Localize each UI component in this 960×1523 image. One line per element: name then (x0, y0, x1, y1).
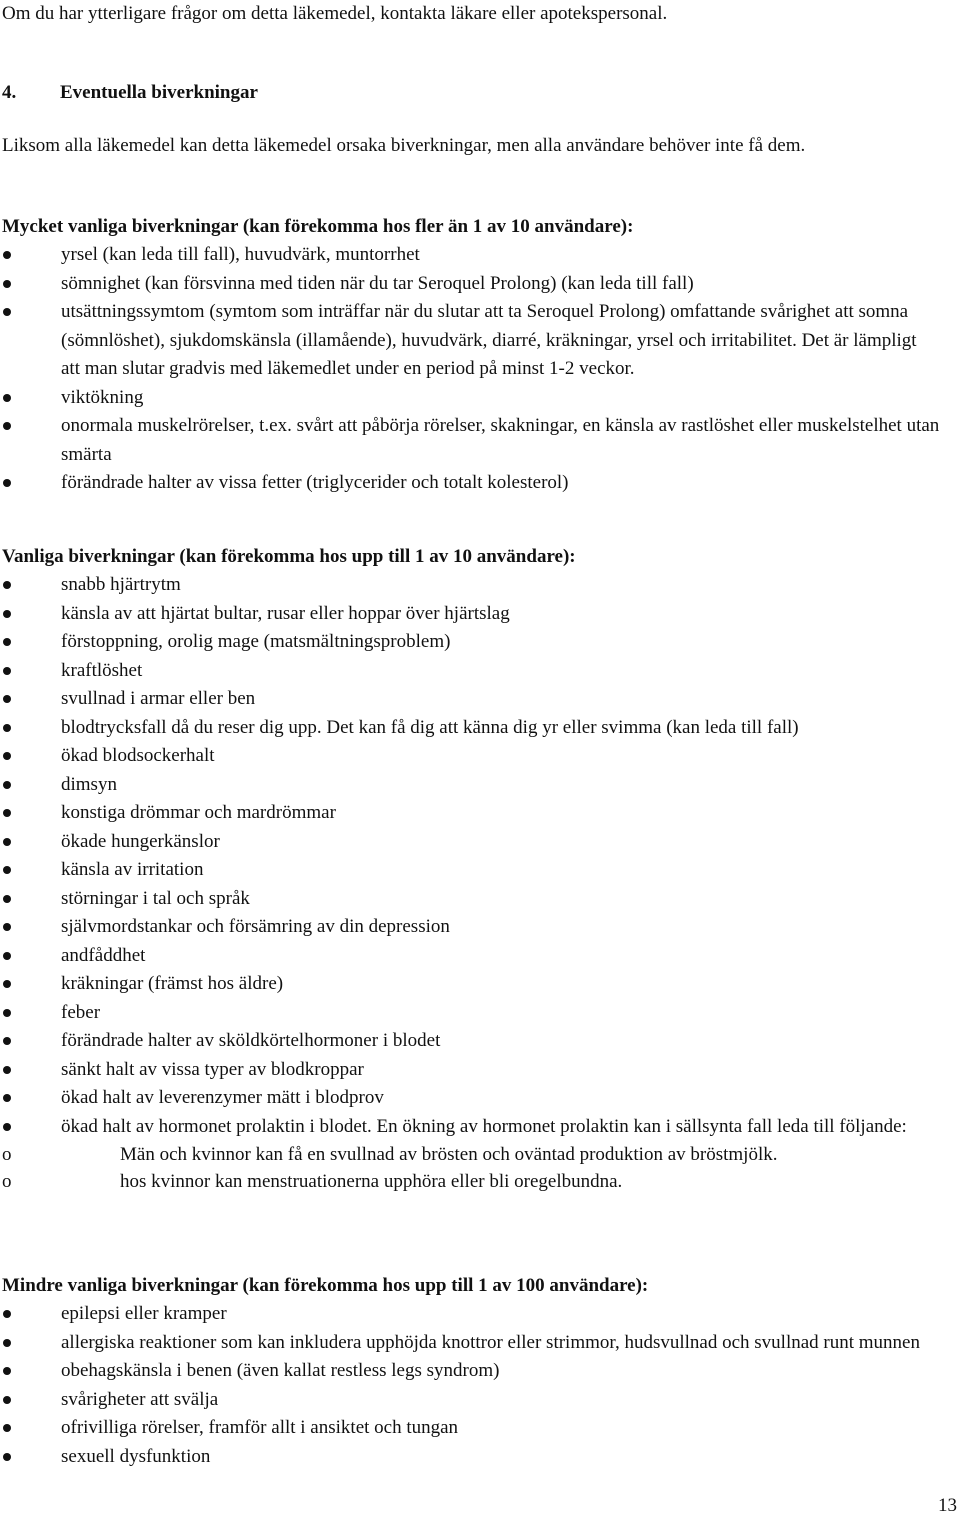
circle-marker-icon: o (2, 1171, 12, 1192)
list-item: sömnighet (kan försvinna med tiden när du tar Seroquel Prolong) (kan leda till fall) (0, 270, 960, 299)
bullet-icon (0, 1357, 61, 1386)
sub-list (0, 1141, 960, 1195)
bullet-icon (0, 270, 61, 299)
bullet-icon (0, 942, 61, 971)
bullet-list (0, 241, 960, 498)
list-item: andfåddhet (0, 942, 960, 971)
list-item: förändrade halter av vissa fetter (triglycerider och totalt kolesterol) (0, 469, 960, 498)
section-title: Eventuella biverkningar (60, 82, 258, 103)
bullet-icon (0, 913, 61, 942)
page-number: 13 (938, 1495, 957, 1516)
bullet-icon (0, 970, 61, 999)
bullet-icon (0, 657, 61, 686)
list-item: känsla av att hjärtat bultar, rusar eller hoppar över hjärtslag (0, 600, 960, 629)
bullet-icon (0, 685, 61, 714)
list-item: epilepsi eller kramper (0, 1300, 960, 1329)
bullet-icon (0, 885, 61, 914)
bullet-icon (0, 1084, 61, 1113)
bullet-icon (0, 241, 61, 270)
bullet-list (0, 571, 960, 1141)
group-very-common (0, 213, 960, 498)
list-item: utsättningssymtom (symtom som inträffar när du slutar att ta Seroquel Prolong) omfattande svårighet att somna (sömnlöshet), sjukdomskänsla (illamående), huvudvärk, diarré, kräkningar, yrsel och irritabilitet. Det är lämpligt att man slutar gradvis med läkemedlet under en period på minst 1-2 veckor. (0, 298, 960, 384)
section-number: 4. (2, 82, 17, 103)
bullet-icon (0, 1443, 61, 1472)
bullet-icon (0, 384, 61, 413)
bullet-icon (0, 298, 61, 384)
list-item: ökad blodsockerhalt (0, 742, 960, 771)
list-item: obehagskänsla i benen (även kallat restless legs syndrom) (0, 1357, 960, 1386)
bullet-list (0, 1300, 960, 1471)
list-item: ökad halt av hormonet prolaktin i blodet. En ökning av hormonet prolaktin kan i sällsynta fall leda till följande: (0, 1113, 960, 1142)
sub-list-item: o Män och kvinnor kan få en svullnad av brösten och oväntad produktion av bröstmjölk. (0, 1141, 960, 1168)
list-item: allergiska reaktioner som kan inkludera upphöjda knottror eller strimmor, hudsvullnad och svullnad runt munnen (0, 1329, 960, 1358)
list-item: viktökning (0, 384, 960, 413)
list-item: ökade hungerkänslor (0, 828, 960, 857)
bullet-icon (0, 1300, 61, 1329)
list-item: kraftlöshet (0, 657, 960, 686)
bullet-icon (0, 1414, 61, 1443)
list-item: snabb hjärtrytm (0, 571, 960, 600)
circle-marker-icon: o (2, 1144, 12, 1165)
bullet-icon (0, 771, 61, 800)
list-item: onormala muskelrörelser, t.ex. svårt att påbörja rörelser, skakningar, en känsla av rastlöshet eller muskelstelhet utan smärta (0, 412, 960, 469)
group-heading: Mindre vanliga biverkningar (kan förekomma hos upp till 1 av 100 användare): (2, 1275, 649, 1296)
bullet-icon (0, 571, 61, 600)
group-uncommon (0, 1272, 960, 1471)
bullet-icon (0, 742, 61, 771)
bullet-icon (0, 469, 61, 498)
list-item: förändrade halter av sköldkörtelhormoner i blodet (0, 1027, 960, 1056)
lead-text: Liksom alla läkemedel kan detta läkemedel orsaka biverkningar, men alla användare behöver inte få dem. (2, 135, 806, 156)
list-item: ofrivilliga rörelser, framför allt i ansiktet och tungan (0, 1414, 960, 1443)
list-item: yrsel (kan leda till fall), huvudvärk, muntorrhet (0, 241, 960, 270)
bullet-icon (0, 799, 61, 828)
bullet-icon (0, 828, 61, 857)
list-item: förstoppning, orolig mage (matsmältningsproblem) (0, 628, 960, 657)
list-item: svullnad i armar eller ben (0, 685, 960, 714)
list-item: sexuell dysfunktion (0, 1443, 960, 1472)
sub-list-item: o hos kvinnor kan menstruationerna upphöra eller bli oregelbundna. (0, 1168, 960, 1195)
list-item: självmordstankar och försämring av din depression (0, 913, 960, 942)
bullet-icon (0, 1329, 61, 1358)
intro-text: Om du har ytterligare frågor om detta läkemedel, kontakta läkare eller apotekspersonal. (2, 3, 668, 24)
list-item: känsla av irritation (0, 856, 960, 885)
list-item: störningar i tal och språk (0, 885, 960, 914)
bullet-icon (0, 1386, 61, 1415)
bullet-icon (0, 628, 61, 657)
bullet-icon (0, 1113, 61, 1142)
bullet-icon (0, 600, 61, 629)
list-item: dimsyn (0, 771, 960, 800)
bullet-icon (0, 856, 61, 885)
list-item: blodtrycksfall då du reser dig upp. Det kan få dig att känna dig yr eller svimma (kan leda till fall) (0, 714, 960, 743)
group-common (0, 543, 960, 1195)
bullet-icon (0, 1027, 61, 1056)
bullet-icon (0, 714, 61, 743)
section-heading (0, 79, 940, 107)
group-heading: Vanliga biverkningar (kan förekomma hos upp till 1 av 10 användare): (2, 546, 576, 567)
list-item: ökad halt av leverenzymer mätt i blodprov (0, 1084, 960, 1113)
group-heading: Mycket vanliga biverkningar (kan förekomma hos fler än 1 av 10 användare): (2, 216, 634, 237)
bullet-icon (0, 1056, 61, 1085)
bullet-icon (0, 999, 61, 1028)
bullet-icon (0, 412, 61, 469)
list-item: konstiga drömmar och mardrömmar (0, 799, 960, 828)
list-item: feber (0, 999, 960, 1028)
list-item: svårigheter att svälja (0, 1386, 960, 1415)
list-item: sänkt halt av vissa typer av blodkroppar (0, 1056, 960, 1085)
list-item: kräkningar (främst hos äldre) (0, 970, 960, 999)
